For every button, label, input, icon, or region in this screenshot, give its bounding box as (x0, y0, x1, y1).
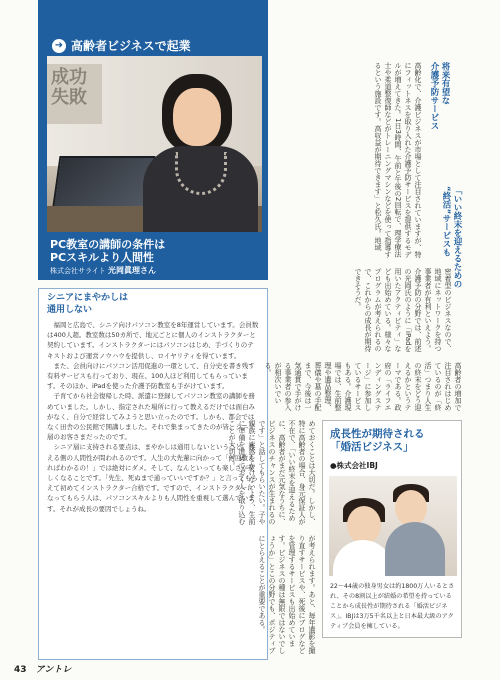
caption-line-1: PC教室の講師の条件は (50, 238, 166, 251)
section-title: 高齢者ビジネスで起業 (71, 39, 191, 53)
photo-caption-credit (50, 265, 156, 276)
page-number: 43 (14, 665, 27, 675)
column-text: 高齢化で、介護ビジネスが市場として注目されていますが、特にフィットネスを取り入れた介護予防サービスを提供するモデルが増えてきた。1日3時間、午前と午後の2回転で、理学療法士や柔道整復師などがトレーニングマシンなどを使って指導するという施設です。高収益が期待できます」と松久氏。地域 (374, 62, 422, 258)
side-box-title: 成長性が期待される 「婚活ビジネス」 (330, 428, 425, 453)
column-text: が考えられます。あと、毎年遺影を撮り直すサービスや、死後にブログなどを管理するサービスも出始めています。ビジネスの種は無限ではないでしょうか」とこの分野でも、ポジティブにとらえることが重要である。 (258, 535, 316, 654)
section-header (52, 37, 191, 54)
side-box-company: ●株式会社IBJ (330, 461, 378, 470)
magazine-brand: アントレ (35, 665, 72, 675)
couple-photo (329, 476, 457, 576)
left-article-heading: シニアにまやかしは 通用しない (47, 293, 129, 315)
left-article-body (47, 320, 259, 514)
arrow-right-icon: ➜ (52, 39, 66, 53)
column-text: めておくことは大切だ。しかし、特に高齢者の場合、身元保証人が不在で、「いい終末を迎えるために、高齢者がまだ元気なうちに、ビジネスのチャンスが生まれるのです」と話してもらいたい。子や親族に迷惑をかけないよう、生前に準備を進めておく人を取り込むことが大切だ。 (228, 420, 316, 525)
caption-line-2: PCスキルより人間性 (50, 251, 155, 264)
side-box-body: 22〜44歳の独身男女は約1800万人いるとされ、その8割以上が結婚の希望を持っていることから成長性が期待される「婚活ビジネス」。IBJは3万5千名以上と日本最大級のアクティブ会員を擁している。 (330, 583, 455, 630)
column-heading: 「いい終末を迎えるための “終活”サービスも (441, 186, 462, 288)
paragraph: 福岡と広島で、シニア向けパソコン教室を8年運営しています。会員数は400人超。教室数は50カ所で、地元ごとに個人のインストラクターと契約しています。インストラクターにはパソコンはじめ、手づくりのテキストおよび運営ノウハウを提供し、ロイヤリティを得ています。 (47, 321, 259, 360)
interviewee-photo: 成功 失敗 (47, 56, 262, 232)
paragraph: 子育てから社会復帰した時、派遣に登録してパソコン教室の講師を務めていました。しかし、指定された場所に行って教えるだけでは面白みがなく、自分で経営してみようと思い立ったのです。しかも、都会ではなく田舎の公民館で開講しました。それで集まってきたのが皆、シニア層のお客さまだったのです。 (47, 392, 255, 442)
caption-person-name: 光岡眞理さん (108, 266, 157, 275)
photo-caption-headline (50, 238, 165, 264)
paragraph: シニア層に支持される要点は、まやかしは通用しないということ。教える側の人間性が問われるのです。人生の大先輩に向かって「何回教えればわかるの！」では絶対にダメ。そして、なんといっても楽しさが楽しくなることです。「先生、死ぬまで通っていいですか？」と言ってもらえて初めてインストラクター合格です。ですので、インストラクターになってもらう人は、パソコンスキルよりも人間性を重視して選んでいます。それが成長の要因でしょうね。 (47, 443, 258, 513)
column-text: 高齢者の増加で注目されはじめているのが「終活」つまり人生の終末をどう迎えるかというテーマである。政府の「ライフエンディングステージ」に参加しているサービスもある。介護現場では、生前整理や遺品整理、葬儀や墓の手配まで、今後は一気通貫で手がける事業者の参入が相次いでいる。 (264, 362, 462, 411)
page-footer (14, 662, 71, 675)
caption-company: 株式会社サライト (50, 267, 106, 275)
paragraph: また、会員向けにパソコン活用促進の一環として、自分史を書き残す有料サービスも行っており、現在、100人ほど利用してもらっています。そのほか、iPadを使った介護予防教室も手がけています。 (47, 361, 255, 391)
column-text: 密着型のビジネスなので、地域にネットワークを持つ事業者が有利といえよう。介護予防の分野では、前述の光岡氏のように「iPadを用いたアクティビティ」なども出始めている。様々なプログラムが考えられるので、これからの成長が期待できそうだ。 (354, 268, 452, 353)
column-heading: 将来有望な 介護予防サービス (429, 62, 450, 130)
